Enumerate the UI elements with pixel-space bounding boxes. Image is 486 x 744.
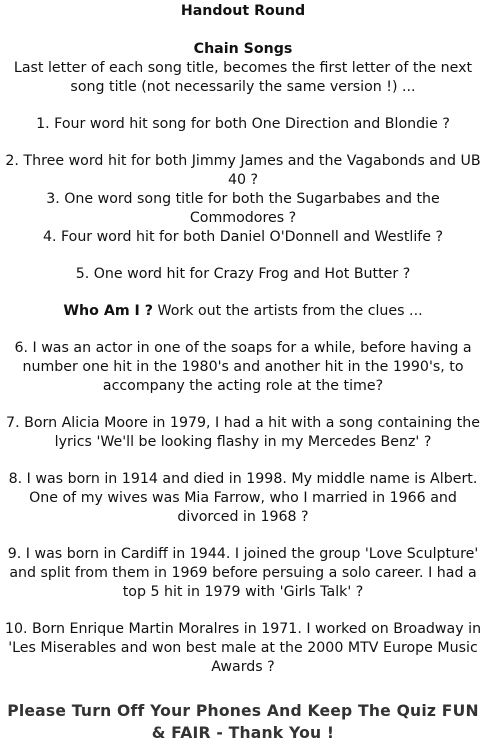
footer-notice: Please Turn Off Your Phones And Keep The Quiz FUN & FAIR - Thank You ! <box>7 702 479 742</box>
question-10: 10. Born Enrique Martin Moralres in 1971. I worked on Broadway in 'Les Miserables and won best male at the 2000 MTV Europe Music Awards ? <box>4 621 482 675</box>
question-1: 1. Four word hit song for both One Direction and Blondie ? <box>36 116 450 132</box>
who-am-i-instructions: Work out the artists from the clues ... <box>153 303 423 319</box>
question-7: 7. Born Alicia Moore in 1979, I had a hit with a song containing the lyrics 'We'll be looking flashy in my Mercedes Benz' ? <box>6 415 480 450</box>
chain-songs-heading: Chain Songs <box>193 41 293 57</box>
question-9: 9. I was born in Cardiff in 1944. I joined the group 'Love Sculpture' and split from them in 1969 before persuing a solo career. I had a top 5 hit in 1979 with 'Girls Talk' ? <box>7 546 479 600</box>
question-3: 3. One word song title for both the Sugarbabes and the Commodores ? <box>46 191 440 226</box>
question-6: 6. I was an actor in one of the soaps for a while, before having a number one hit in the 1980's and another hit in the 1990's, to accompany the acting role at the time? <box>14 340 472 394</box>
question-4: 4. Four word hit for both Daniel O'Donnell and Westlife ? <box>42 229 444 245</box>
who-am-i-heading: Who Am I ? <box>63 303 153 319</box>
who-am-i-line <box>4 302 482 321</box>
handout-page <box>0 2 486 744</box>
question-2: 2. Three word hit for both Jimmy James and the Vagabonds and UB 40 ? <box>5 153 481 188</box>
question-8: 8. I was born in 1914 and died in 1998. My middle name is Albert. One of my wives was Mia Farrow, who I married in 1966 and divorced in 1968 ? <box>8 471 478 525</box>
chain-songs-instructions: Last letter of each song title, becomes the first letter of the next song title (not necessarily the same version !) ... <box>13 60 473 95</box>
question-5: 5. One word hit for Crazy Frog and Hot Butter ? <box>75 266 411 282</box>
page-title: Handout Round <box>180 3 306 19</box>
